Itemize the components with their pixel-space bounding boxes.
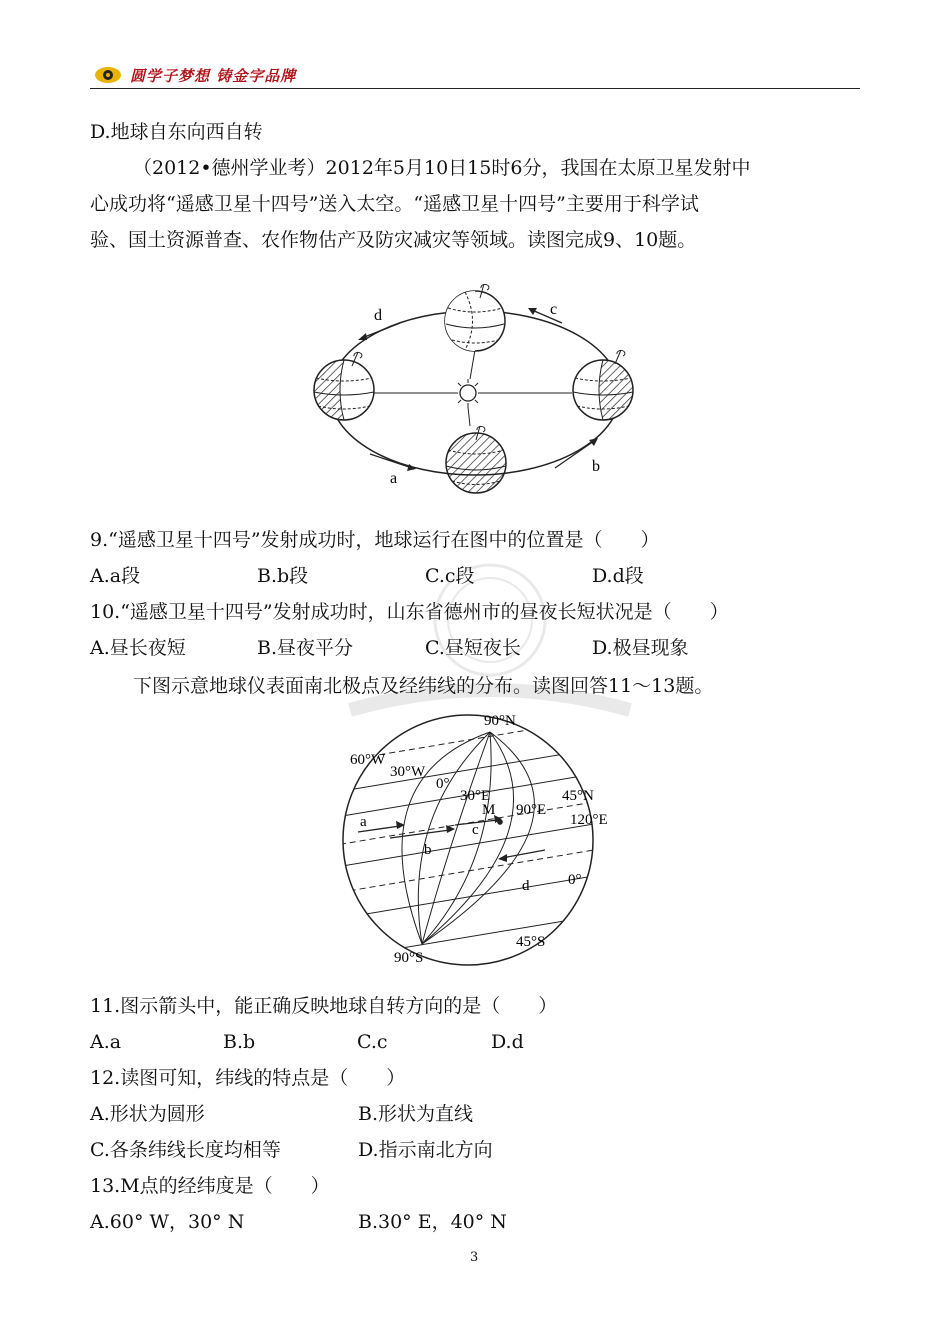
q12-option-c: C.各条纬线长度均相等 xyxy=(90,1139,281,1161)
arrow-d xyxy=(358,323,400,340)
page-header xyxy=(90,62,860,89)
q11-option-b: B.b xyxy=(223,1031,256,1053)
label-90e: 90°E xyxy=(516,802,547,818)
label-c: c xyxy=(550,301,558,318)
q11-option-c: C.c xyxy=(357,1031,388,1053)
sun-icon xyxy=(454,379,482,407)
q9-option-d: D.d段 xyxy=(592,565,644,587)
q9-option-b: B.b段 xyxy=(257,565,309,587)
q9-option-c: C.c段 xyxy=(425,565,475,587)
label-30w: 30°W xyxy=(390,764,426,780)
label-a: a xyxy=(390,470,398,487)
label-equator: 0° xyxy=(568,872,582,888)
q11-option-a: A.a xyxy=(90,1031,122,1053)
question-12: 12.读图可知，纬线的特点是（ ） xyxy=(90,1067,406,1089)
label-45n: 45°N xyxy=(562,788,594,804)
q13-option-a: A.60° W，30° N xyxy=(90,1211,245,1233)
q10-option-b: B.昼夜平分 xyxy=(257,637,354,659)
earth-left xyxy=(314,352,374,420)
arrow-d xyxy=(498,850,545,862)
q12-option-d: D.指示南北方向 xyxy=(358,1139,493,1161)
question-10: 10.“遥感卫星十四号”发射成功时，山东省德州市的昼夜长短状况是（ ） xyxy=(90,601,729,623)
label-90n: 90°N xyxy=(484,713,516,729)
label-0-meridian: 0° xyxy=(436,776,450,792)
q10-option-d: D.极昼现象 xyxy=(592,637,689,659)
q12-option-a: A.形状为圆形 xyxy=(90,1103,205,1125)
text-line: （2012•德州学业考）2012年5月10日15时6分，我国在太原卫星发射中 xyxy=(133,157,751,179)
text-line: D.地球自东向西自转 xyxy=(90,121,263,143)
label-30e: 30°E xyxy=(460,788,491,804)
label-120e: 120°E xyxy=(570,812,608,828)
page-number: 3 xyxy=(470,1250,479,1265)
label-60w: 60°W xyxy=(350,752,386,768)
earth-right xyxy=(573,350,633,420)
q10-option-c: C.昼短夜长 xyxy=(425,637,521,659)
label-90s: 90°S xyxy=(394,950,424,966)
q10-option-a: A.昼长夜短 xyxy=(90,637,186,659)
intro-globe: 下图示意地球仪表面南北极点及经纬线的分布。读图回答11～13题。 xyxy=(133,675,714,697)
label-c: c xyxy=(472,822,479,838)
label-d: d xyxy=(522,878,530,894)
label-m: M xyxy=(482,802,496,818)
earth-orbit-diagram xyxy=(300,278,650,498)
label-a: a xyxy=(360,814,367,830)
globe-diagram xyxy=(330,708,630,970)
label-d: d xyxy=(374,307,382,324)
question-13: 13.M点的经纬度是（ ） xyxy=(90,1175,330,1197)
label-b: b xyxy=(592,458,600,475)
question-11: 11.图示箭头中，能正确反映地球自转方向的是（ ） xyxy=(90,995,558,1017)
text-line: 心成功将“遥感卫星十四号”送入太空。“遥感卫星十四号”主要用于科学试 xyxy=(90,193,699,215)
brand-slogan: 圆学子梦想 铸金字品牌 xyxy=(130,67,297,85)
q9-option-a: A.a段 xyxy=(90,565,141,587)
earth-top xyxy=(445,284,505,351)
text-line: 验、国土资源普查、农作物估产及防灾减灾等领域。读图完成9、10题。 xyxy=(90,229,697,251)
q11-option-d: D.d xyxy=(491,1031,524,1053)
q12-option-b: B.形状为直线 xyxy=(358,1103,474,1125)
logo-icon xyxy=(94,64,122,84)
question-9: 9.“遥感卫星十四号”发射成功时，地球运行在图中的位置是（ ） xyxy=(90,529,660,551)
label-45s: 45°S xyxy=(516,934,546,950)
q13-option-b: B.30° E，40° N xyxy=(358,1211,507,1233)
arrow-a xyxy=(370,454,416,471)
earth-bottom xyxy=(446,426,506,493)
label-b: b xyxy=(424,842,432,858)
